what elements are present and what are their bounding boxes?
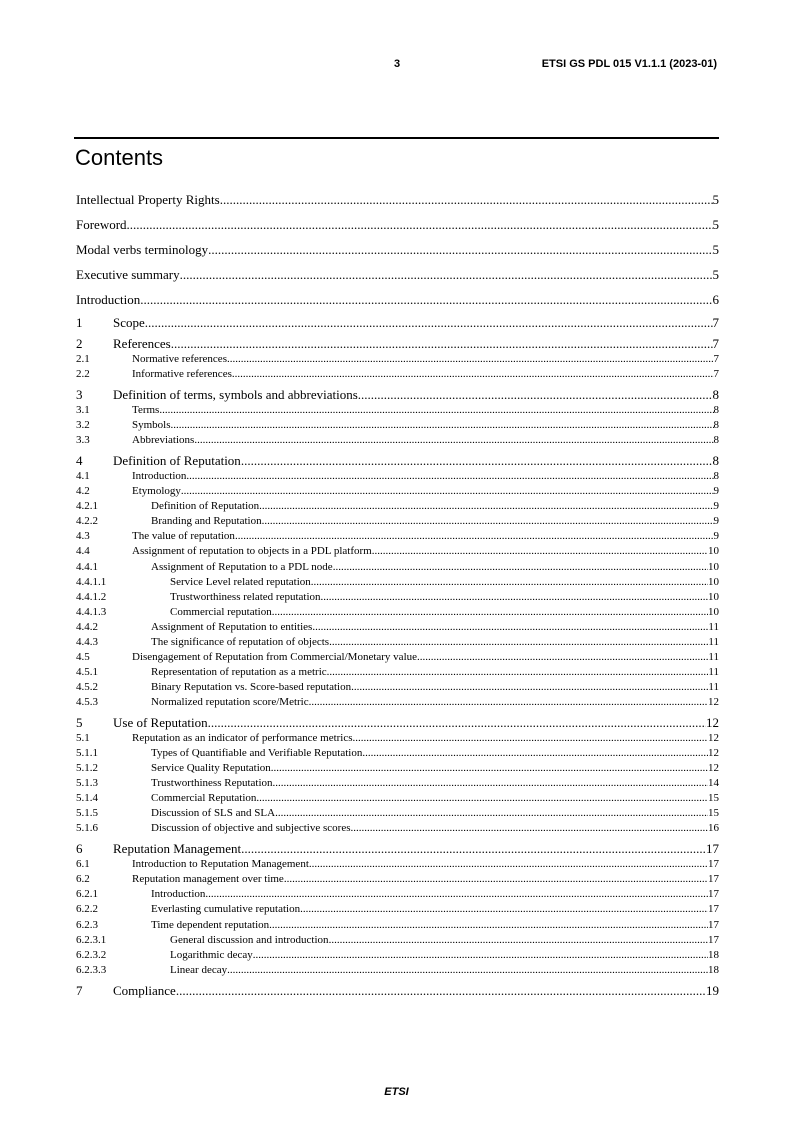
toc-entry-page: 9 [713, 500, 719, 513]
toc-entry-page: 17 [708, 888, 719, 901]
toc-leader-dots [127, 214, 713, 236]
toc-entry-number: 2.2 [76, 368, 90, 381]
table-of-contents [76, 189, 719, 999]
toc-entry-page: 7 [712, 315, 719, 330]
toc-entry[interactable] [76, 403, 719, 418]
toc-entry-title: Binary Reputation vs. Score-based reputation [151, 680, 352, 693]
toc-entry-number: 4.5.2 [76, 680, 98, 693]
toc-entry-title: Types of Quantifiable and Verifiable Reputation [151, 747, 363, 760]
toc-entry-title: General discussion and introduction [170, 933, 329, 946]
toc-entry-page: 10 [708, 545, 719, 558]
toc-entry-number: 4.5 [76, 650, 90, 663]
toc-entry-number: 4.4 [76, 545, 90, 558]
toc-entry[interactable] [76, 933, 719, 948]
toc-entry-page: 10 [708, 560, 719, 573]
toc-entry[interactable] [76, 605, 719, 620]
toc-entry-title: Reputation Management [113, 841, 242, 857]
toc-entry[interactable] [76, 887, 719, 902]
toc-entry-page: 15 [708, 792, 719, 805]
toc-entry[interactable] [76, 335, 719, 352]
toc-entry[interactable] [76, 714, 719, 731]
toc-leader-dots [180, 264, 713, 286]
toc-entry[interactable] [76, 452, 719, 469]
toc-entry-page: 12 [708, 731, 719, 744]
toc-entry-page: 5 [712, 267, 719, 282]
toc-entry-page: 7 [712, 336, 719, 351]
toc-entry-title: Assignment of Reputation to entities [151, 620, 313, 633]
toc-entry-page: 17 [708, 933, 719, 946]
toc-leader-dots [309, 695, 708, 710]
toc-entry-number: 4.2.1 [76, 500, 98, 513]
toc-entry-page: 8 [712, 453, 719, 469]
toc-leader-dots [358, 386, 713, 403]
toc-entry-title: Disengagement of Reputation from Commercial/Monetary value [132, 650, 418, 663]
toc-entry[interactable] [76, 514, 719, 529]
toc-entry[interactable] [76, 433, 719, 448]
header-rule [74, 137, 719, 139]
toc-entry-number: 4.5.3 [76, 695, 98, 708]
toc-leader-dots [350, 821, 708, 836]
toc-entry[interactable] [76, 948, 719, 963]
toc-entry-number: 2.1 [76, 353, 90, 365]
toc-entry-title: Assignment of Reputation to a PDL node [151, 560, 333, 573]
toc-entry-title: Introduction to Reputation Management [132, 858, 309, 871]
toc-entry-title: Informative references [132, 368, 232, 381]
toc-entry[interactable] [76, 239, 719, 264]
toc-entry[interactable] [76, 761, 719, 776]
toc-entry-page: 10 [708, 590, 719, 603]
toc-entry[interactable] [76, 665, 719, 680]
toc-entry[interactable] [76, 214, 719, 239]
toc-entry[interactable] [76, 484, 719, 499]
toc-entry-page: 6 [712, 292, 719, 307]
toc-entry-title: Introduction [151, 888, 206, 901]
toc-leader-dots [205, 887, 708, 902]
toc-entry-page: 9 [713, 485, 719, 498]
toc-entry-title: Definition of Reputation [151, 500, 260, 513]
toc-leader-dots [256, 791, 708, 806]
toc-leader-dots [227, 963, 708, 978]
toc-entry-title: Reputation management over time [132, 873, 284, 886]
toc-entry-number: 6.2 [76, 873, 90, 886]
toc-entry-number: 4 [76, 453, 83, 469]
toc-entry-page: 11 [708, 620, 719, 633]
toc-entry-title: Reputation as an indicator of performance metrics [132, 731, 353, 744]
toc-entry-title: Normative references [132, 353, 227, 365]
toc-entry[interactable] [76, 575, 719, 590]
toc-entry-title: Definition of terms, symbols and abbreviations [113, 387, 358, 403]
toc-entry[interactable] [76, 289, 719, 314]
toc-entry-number: 6.2.3 [76, 918, 98, 931]
toc-entry[interactable] [76, 982, 719, 999]
toc-entry[interactable] [76, 620, 719, 635]
toc-entry-page: 8 [713, 470, 719, 483]
toc-entry-page: 8 [713, 434, 719, 447]
toc-entry[interactable] [76, 821, 719, 836]
toc-entry[interactable] [76, 386, 719, 403]
toc-entry-page: 8 [713, 419, 719, 432]
toc-entry-number: 5.1.6 [76, 822, 98, 835]
toc-entry-title: Intellectual Property Rights [76, 192, 220, 207]
toc-leader-dots [271, 761, 708, 776]
toc-entry[interactable] [76, 680, 719, 695]
toc-leader-dots [208, 714, 706, 731]
toc-leader-dots [417, 650, 708, 665]
toc-leader-dots [259, 499, 713, 514]
toc-entry-title: Introduction [76, 292, 141, 307]
toc-entry[interactable] [76, 469, 719, 484]
toc-entry[interactable] [76, 499, 719, 514]
page-number: 3 [393, 58, 401, 70]
toc-entry-title: Introduction [132, 470, 187, 483]
toc-entry-title: Compliance [113, 982, 176, 998]
toc-entry-page: 17 [708, 858, 719, 871]
toc-entry-page: 12 [706, 714, 719, 730]
toc-leader-dots [327, 665, 709, 680]
toc-entry-number: 4.4.1.2 [76, 590, 107, 603]
toc-entry-page: 11 [708, 635, 719, 648]
toc-entry[interactable] [76, 650, 719, 665]
toc-leader-dots [171, 418, 714, 433]
toc-entry-number: 3.2 [76, 419, 90, 432]
toc-leader-dots [235, 529, 714, 544]
toc-leader-dots [300, 902, 708, 917]
toc-entry-page: 12 [708, 747, 719, 760]
toc-leader-dots [312, 620, 708, 635]
toc-entry[interactable] [76, 264, 719, 289]
toc-entry[interactable] [76, 776, 719, 791]
toc-entry-title: Everlasting cumulative reputation [151, 903, 301, 916]
document-identifier: ETSI GS PDL 015 V1.1.1 (2023-01) [541, 58, 717, 70]
toc-leader-dots [329, 635, 708, 650]
toc-entry-page: 7 [713, 368, 719, 381]
toc-entry-title: Representation of reputation as a metric [151, 665, 327, 678]
toc-leader-dots [171, 335, 713, 352]
toc-entry-page: 12 [708, 695, 719, 708]
toc-leader-dots [311, 575, 708, 590]
toc-leader-dots [372, 544, 708, 559]
toc-entry-title: Etymology [132, 485, 181, 498]
toc-entry-number: 6.2.2 [76, 903, 98, 916]
toc-entry-number: 4.4.1 [76, 560, 98, 573]
toc-entry-title: Terms [132, 404, 160, 417]
toc-entry-number: 4.4.3 [76, 635, 98, 648]
toc-entry-page: 9 [713, 515, 719, 528]
toc-leader-dots [284, 872, 708, 887]
toc-entry-number: 5.1.1 [76, 747, 98, 760]
toc-entry-page: 9 [713, 530, 719, 543]
toc-entry-page: 10 [708, 605, 719, 618]
toc-leader-dots [241, 452, 713, 469]
toc-entry[interactable] [76, 840, 719, 857]
toc-entry-number: 6 [76, 841, 83, 857]
toc-entry-number: 1 [76, 315, 83, 330]
toc-leader-dots [262, 514, 714, 529]
toc-entry-title: Executive summary [76, 267, 180, 282]
toc-entry[interactable] [76, 806, 719, 821]
toc-entry-number: 4.2.2 [76, 515, 98, 528]
toc-leader-dots [186, 469, 713, 484]
toc-leader-dots [241, 840, 706, 857]
toc-entry-title: Normalized reputation score/Metric [151, 695, 309, 708]
toc-entry-page: 7 [713, 353, 719, 365]
toc-entry-number: 5.1.2 [76, 762, 98, 775]
toc-entry-number: 3.1 [76, 404, 90, 417]
toc-entry[interactable] [76, 590, 719, 605]
toc-entry-title: Trustworthiness Reputation [151, 777, 273, 790]
toc-entry-page: 17 [708, 918, 719, 931]
toc-leader-dots [275, 806, 708, 821]
toc-entry-number: 5.1.4 [76, 792, 98, 805]
toc-entry-title: References [113, 336, 171, 351]
toc-entry-title: Scope [113, 315, 145, 330]
toc-entry[interactable] [76, 189, 719, 214]
toc-entry-page: 16 [708, 822, 719, 835]
toc-entry-page: 17 [708, 903, 719, 916]
toc-entry-number: 4.1 [76, 470, 90, 483]
toc-leader-dots [140, 289, 712, 311]
toc-entry-page: 11 [708, 665, 719, 678]
toc-entry[interactable] [76, 731, 719, 746]
toc-entry-title: Linear decay [170, 963, 228, 976]
toc-leader-dots [181, 484, 714, 499]
toc-entry-title: Logarithmic decay [170, 948, 253, 961]
toc-entry-title: Commercial Reputation [151, 792, 257, 805]
toc-entry[interactable] [76, 352, 719, 367]
toc-entry-page: 11 [708, 680, 719, 693]
toc-leader-dots [232, 367, 714, 382]
toc-entry[interactable] [76, 872, 719, 887]
toc-entry-page: 8 [712, 387, 719, 403]
toc-entry-page: 18 [708, 963, 719, 976]
toc-leader-dots [145, 314, 713, 331]
toc-entry-page: 8 [713, 404, 719, 417]
toc-entry-title: Trustworthiness related reputation [170, 590, 321, 603]
toc-leader-dots [353, 731, 708, 746]
toc-entry-title: Foreword [76, 217, 127, 232]
toc-entry[interactable] [76, 902, 719, 917]
toc-entry[interactable] [76, 791, 719, 806]
toc-leader-dots [176, 982, 706, 999]
toc-leader-dots [159, 403, 713, 418]
toc-entry[interactable] [76, 367, 719, 382]
toc-entry-number: 5.1.3 [76, 777, 98, 790]
toc-entry-number: 6.2.3.2 [76, 948, 107, 961]
footer-org: ETSI [384, 1086, 409, 1098]
toc-entry[interactable] [76, 635, 719, 650]
toc-entry-number: 3 [76, 387, 83, 403]
toc-entry-page: 5 [712, 192, 719, 207]
toc-entry-title: Service Quality Reputation [151, 762, 271, 775]
toc-entry-page: 14 [708, 777, 719, 790]
toc-entry-title: Assignment of reputation to objects in a PDL platform [132, 545, 372, 558]
toc-entry[interactable] [76, 695, 719, 710]
toc-leader-dots [273, 776, 708, 791]
toc-entry-page: 10 [708, 575, 719, 588]
toc-entry-page: 19 [706, 982, 719, 998]
toc-leader-dots [269, 918, 708, 933]
toc-entry-title: Time dependent reputation [151, 918, 270, 931]
toc-entry-title: Use of Reputation [113, 714, 208, 730]
toc-entry-number: 6.2.3.1 [76, 933, 107, 946]
toc-entry[interactable] [76, 418, 719, 433]
toc-entry-page: 18 [708, 948, 719, 961]
toc-entry-number: 2 [76, 336, 83, 351]
toc-entry-title: Service Level related reputation [170, 575, 311, 588]
toc-entry-title: Branding and Reputation [151, 515, 262, 528]
toc-leader-dots [333, 560, 708, 575]
toc-entry-number: 4.4.1.3 [76, 605, 107, 618]
toc-leader-dots [208, 239, 712, 261]
toc-leader-dots [329, 933, 708, 948]
toc-entry-number: 5.1.5 [76, 807, 98, 820]
toc-leader-dots [194, 433, 713, 448]
toc-entry[interactable] [76, 314, 719, 331]
toc-entry-number: 4.5.1 [76, 665, 98, 678]
toc-entry-page: 17 [708, 873, 719, 886]
toc-entry[interactable] [76, 529, 719, 544]
toc-entry-title: Symbols [132, 419, 171, 432]
toc-entry-title: The value of reputation [132, 530, 235, 543]
toc-entry[interactable] [76, 918, 719, 933]
toc-entry-title: The significance of reputation of objects [151, 635, 330, 648]
toc-entry[interactable] [76, 963, 719, 978]
toc-entry-page: 11 [708, 650, 719, 663]
toc-entry[interactable] [76, 544, 719, 559]
toc-entry-title: Discussion of SLS and SLA [151, 807, 276, 820]
toc-entry-number: 6.2.1 [76, 888, 98, 901]
toc-leader-dots [227, 352, 714, 367]
toc-leader-dots [309, 857, 708, 872]
toc-entry-number: 6.1 [76, 858, 90, 871]
toc-entry-title: Commercial reputation [170, 605, 272, 618]
contents-title: Contents [75, 145, 164, 170]
toc-entry-number: 3.3 [76, 434, 90, 447]
toc-leader-dots [351, 680, 708, 695]
toc-entry-title: Discussion of objective and subjective scores [151, 822, 351, 835]
toc-entry-number: 7 [76, 982, 83, 998]
toc-leader-dots [321, 590, 708, 605]
toc-entry-number: 6.2.3.3 [76, 963, 107, 976]
toc-entry-page: 12 [708, 762, 719, 775]
toc-entry[interactable] [76, 857, 719, 872]
toc-entry-title: Abbreviations [132, 434, 195, 447]
toc-entry[interactable] [76, 560, 719, 575]
toc-entry-number: 5.1 [76, 731, 90, 744]
toc-leader-dots [362, 746, 708, 761]
toc-entry-title: Definition of Reputation [113, 453, 241, 469]
toc-entry-page: 5 [712, 217, 719, 232]
toc-leader-dots [253, 948, 708, 963]
toc-entry-number: 4.4.2 [76, 620, 98, 633]
toc-entry-number: 4.3 [76, 530, 90, 543]
toc-entry-number: 4.4.1.1 [76, 575, 107, 588]
toc-entry-title: Modal verbs terminology [76, 242, 209, 257]
toc-entry-number: 4.2 [76, 485, 90, 498]
toc-entry-number: 5 [76, 714, 83, 730]
toc-entry-page: 15 [708, 807, 719, 820]
toc-entry[interactable] [76, 746, 719, 761]
toc-leader-dots [220, 189, 713, 211]
toc-leader-dots [272, 605, 708, 620]
toc-entry-page: 17 [706, 841, 719, 857]
toc-entry-page: 5 [712, 242, 719, 257]
